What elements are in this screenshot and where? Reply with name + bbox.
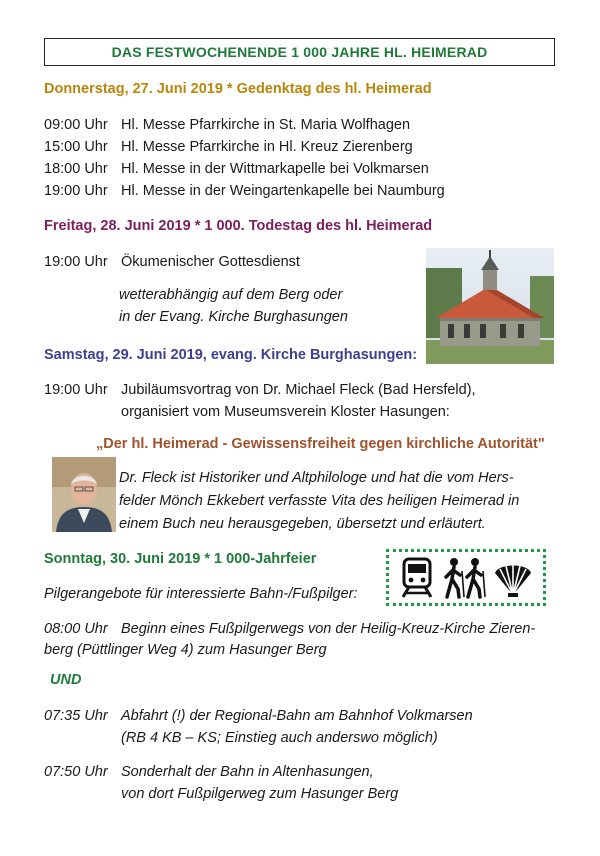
item-time: 07:35 Uhr bbox=[44, 708, 108, 724]
item-text: Jubiläumsvortrag von Dr. Michael Fleck (Bad Hersfeld), bbox=[121, 382, 476, 398]
item-time: 19:00 Uhr bbox=[44, 382, 108, 398]
item-time: 07:50 Uhr bbox=[44, 764, 108, 780]
item-time: 15:00 Uhr bbox=[44, 139, 108, 155]
saturday-item bbox=[44, 382, 476, 398]
title-box bbox=[44, 38, 555, 66]
sunday-item-1-line2: berg (Püttlinger Weg 4) zum Hasunger Berg bbox=[44, 642, 327, 658]
sunday-item-3-line2: von dort Fußpilgerweg zum Hasunger Berg bbox=[121, 786, 399, 802]
item-time: 19:00 Uhr bbox=[44, 183, 108, 199]
item-text: Hl. Messe Pfarrkirche in Hl. Kreuz Zierenberg bbox=[121, 139, 413, 155]
church-photo bbox=[426, 248, 554, 364]
sunday-item-3 bbox=[44, 764, 374, 780]
pilgrim-icons bbox=[386, 549, 546, 606]
scallop-shell-icon bbox=[492, 557, 534, 599]
speaker-photo bbox=[52, 457, 116, 532]
list-item bbox=[44, 139, 413, 155]
saturday-heading: Samstag, 29. Juni 2019, evang. Kirche Burghasungen: bbox=[44, 347, 418, 363]
item-time: 09:00 Uhr bbox=[44, 117, 108, 133]
item-time: 08:00 Uhr bbox=[44, 621, 108, 637]
pilgrim-offer: Pilgerangebote für interessierte Bahn-/Fußpilger: bbox=[44, 586, 358, 602]
item-time: 18:00 Uhr bbox=[44, 161, 108, 177]
hikers-icon bbox=[441, 557, 487, 599]
friday-heading: Freitag, 28. Juni 2019 * 1 000. Todestag des hl. Heimerad bbox=[44, 218, 433, 234]
bio-line3: einem Buch neu herausgegeben, übersetzt und erläutert. bbox=[119, 516, 486, 532]
item-text: Hl. Messe in der Wittmarkapelle bei Volkmarsen bbox=[121, 161, 429, 177]
item-text: Abfahrt (!) der Regional-Bahn am Bahnhof Volkmarsen bbox=[121, 708, 473, 724]
friday-item bbox=[44, 254, 300, 270]
friday-note-line2: in der Evang. Kirche Burghasungen bbox=[119, 309, 348, 325]
und-label: UND bbox=[50, 672, 82, 688]
item-text: Ökumenischer Gottesdienst bbox=[121, 254, 300, 270]
sunday-item-2 bbox=[44, 708, 473, 724]
train-icon bbox=[398, 557, 436, 599]
page-title: DAS FESTWOCHENENDE 1 000 JAHRE HL. HEIMERAD bbox=[111, 44, 488, 60]
item-text: Sonderhalt der Bahn in Altenhasungen, bbox=[121, 764, 374, 780]
friday-note-line1: wetterabhängig auf dem Berg oder bbox=[119, 287, 343, 303]
bio-line1: Dr. Fleck ist Historiker und Altphilologe und hat die vom Hers- bbox=[119, 470, 514, 486]
item-text: Hl. Messe Pfarrkirche in St. Maria Wolfhagen bbox=[121, 117, 411, 133]
item-text: Beginn eines Fußpilgerwegs von der Heilig-Kreuz-Kirche Zieren- bbox=[121, 621, 536, 637]
sunday-item-1 bbox=[44, 621, 535, 637]
item-time: 19:00 Uhr bbox=[44, 254, 108, 270]
bio-line2: felder Mönch Ekkebert verfasste Vita des heiligen Heimerad in bbox=[119, 493, 520, 509]
list-item bbox=[44, 183, 445, 199]
sunday-heading: Sonntag, 30. Juni 2019 * 1 000-Jahrfeier bbox=[44, 551, 317, 567]
item-text: Hl. Messe in der Weingartenkapelle bei Naumburg bbox=[121, 183, 445, 199]
sunday-item-2-line2: (RB 4 KB – KS; Einstieg auch anderswo möglich) bbox=[121, 730, 438, 746]
list-item bbox=[44, 117, 410, 133]
lecture-title: „Der hl. Heimerad - Gewissensfreiheit gegen kirchliche Autorität" bbox=[96, 436, 545, 452]
thursday-heading: Donnerstag, 27. Juni 2019 * Gedenktag des hl. Heimerad bbox=[44, 81, 432, 97]
list-item bbox=[44, 161, 429, 177]
saturday-item-line2: organisiert vom Museumsverein Kloster Hasungen: bbox=[121, 404, 450, 420]
